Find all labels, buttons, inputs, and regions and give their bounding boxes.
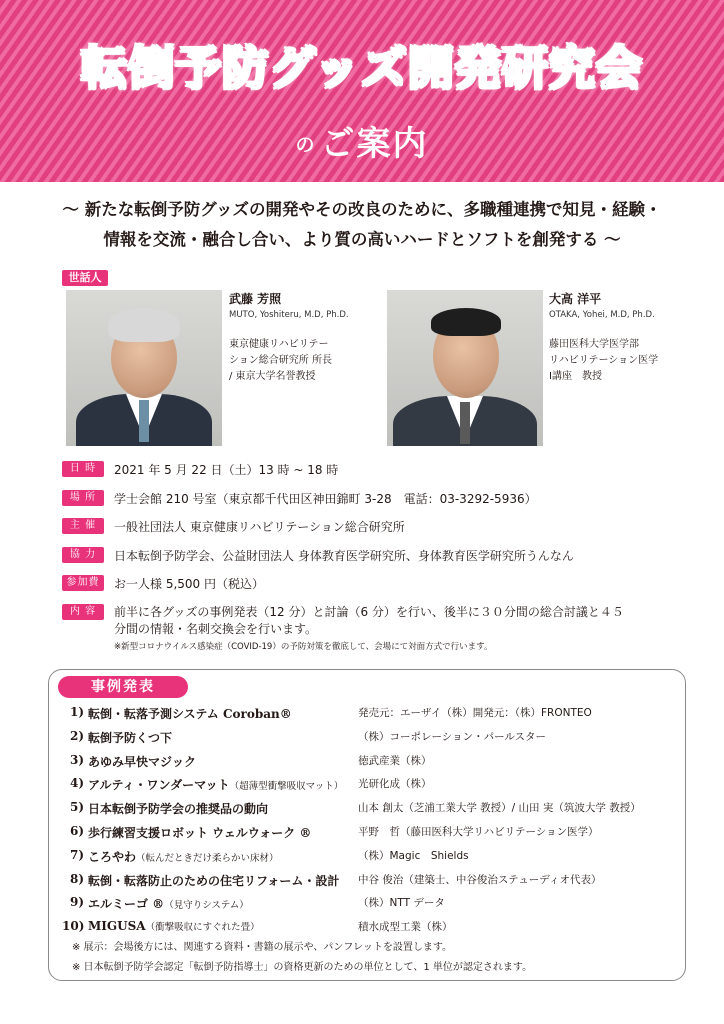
person1-name: 武藤 芳照 xyxy=(229,292,282,306)
credit-note: ※ 日本転倒予防学会認定「転倒予防指導士」の資格更新のための単位として、1 単位が認定されます。 xyxy=(72,962,533,973)
person1-affiliation-2: ション総合研究所 所長 xyxy=(229,355,332,366)
exhibit-note: ※ 展示：会場後方には、関連する資料・書籍の展示や、パンフレットを設置します。 xyxy=(72,942,453,953)
case-organization: 中谷 俊治（建築士、中谷俊治ステューディオ代表） xyxy=(358,873,602,886)
content-note: ※新型コロナウイルス感染症（COVID-19）の予防対策を徹底して、会場にて対面方式で行います。 xyxy=(114,642,493,652)
cooperation-label: 協 力 xyxy=(62,547,104,563)
case-item xyxy=(62,895,662,915)
case-number: 4) xyxy=(69,776,84,791)
case-number: 9) xyxy=(69,895,84,910)
case-number: 3) xyxy=(69,752,84,767)
case-title xyxy=(88,776,343,793)
case-title xyxy=(88,753,196,770)
subtitle-main: ご案内 xyxy=(320,124,429,164)
person2-name: 大高 洋平 xyxy=(549,292,602,306)
case-item xyxy=(62,919,662,939)
case-organization: （株）NTT データ xyxy=(358,897,445,910)
case-number: 5) xyxy=(69,800,84,815)
case-title xyxy=(88,919,260,933)
case-organization: 山本 創太（芝浦工業大学 教授）/ 山田 実（筑波大学 教授） xyxy=(358,802,641,815)
case-title xyxy=(88,824,311,841)
case-organization: 発売元：エーザイ（株）開発元：（株）FRONTEO xyxy=(358,707,592,719)
case-number: 1) xyxy=(69,705,84,719)
case-title-text: 転倒・転落予測システム Coroban® xyxy=(88,707,292,721)
case-number: 8) xyxy=(69,871,84,886)
person1-name-en: MUTO, Yoshiteru, M.D, Ph.D. xyxy=(229,310,349,320)
content-label: 内 容 xyxy=(62,604,104,620)
case-title-note: （衝撃吸収にすぐれた畳） xyxy=(145,922,260,934)
case-item xyxy=(62,729,662,749)
person2-affiliation-1: 藤田医科大学医学部 xyxy=(549,339,639,350)
case-title xyxy=(88,729,172,746)
case-item xyxy=(62,753,662,773)
case-organization: 徳武産業（株） xyxy=(358,754,432,767)
case-title-text: ころやわ xyxy=(88,849,137,864)
case-item xyxy=(62,705,662,725)
case-item xyxy=(62,800,662,820)
organizers-label: 世話人 xyxy=(62,270,108,286)
case-title-text: あゆみ早快マジック xyxy=(88,754,197,769)
subtitle xyxy=(0,116,724,165)
tagline-line-1: 〜 新たな転倒予防グッズの開発やその改良のために、多職種連携で知見・経験・ xyxy=(62,200,662,219)
tagline-line-2: 情報を交流・融合し合い、より質の高いハードとソフトを創発する 〜 xyxy=(103,230,621,249)
case-item xyxy=(62,776,662,796)
case-number: 6) xyxy=(69,824,84,838)
case-title-text: 転倒・転落防止のための住宅リフォーム・設計 xyxy=(88,873,340,888)
case-organization: （株）Magic Shields xyxy=(358,849,469,862)
case-item xyxy=(62,848,662,868)
case-organization: 光研化成（株） xyxy=(358,778,432,791)
case-title-text: 日本転倒予防学会の推奨品の動向 xyxy=(88,802,269,817)
case-number: 7) xyxy=(69,847,84,862)
case-organization: （株）コーポレーション・パールスター xyxy=(358,730,547,743)
fee-label: 参加費 xyxy=(62,575,104,591)
case-number: 10) xyxy=(62,919,85,934)
host-label: 主 催 xyxy=(62,518,104,534)
case-organization: 平野 哲（藤田医科大学リハビリテーション医学） xyxy=(358,826,599,838)
case-title xyxy=(88,848,279,865)
fee-text: お一人様 5,500 円（税込） xyxy=(114,577,264,591)
page-title: 転倒予防グッズ開発研究会 xyxy=(81,41,643,95)
case-title xyxy=(88,872,339,889)
date-label: 日 時 xyxy=(62,461,104,477)
host-text: 一般社団法人 東京健康リハビリテーション総合研究所 xyxy=(114,520,405,534)
case-title-text: エルミーゴ ® xyxy=(88,897,165,912)
person1-affiliation-3: / 東京大学名誉教授 xyxy=(229,371,316,382)
photo-otaka xyxy=(387,290,543,446)
cases-heading: 事例発表 xyxy=(58,676,188,698)
content-text-2: 分間の情報・名刺交換会を行います。 xyxy=(114,622,318,636)
cooperation-text: 日本転倒予防学会、公益財団法人 身体教育医学研究所、身体教育医学研究所うんなん xyxy=(114,549,574,563)
person1-affiliation-1: 東京健康リハビリテー xyxy=(229,339,329,350)
person2-affiliation-3: Ⅰ講座 教授 xyxy=(549,371,602,382)
content-text-1: 前半に各グッズの事例発表（12 分）と討論（6 分）を行い、後半に３０分間の総合討議と４５ xyxy=(114,605,624,619)
person2-name-en: OTAKA, Yohei, M.D, Ph.D. xyxy=(549,310,655,320)
case-item xyxy=(62,872,662,892)
case-item xyxy=(62,824,662,844)
place-text: 学士会館 210 号室（東京都千代田区神田錦町 3-28 電話：03-3292-5936） xyxy=(114,492,537,506)
case-title xyxy=(88,705,292,722)
case-title-text: 歩行練習支援ロボット ウェルウォーク ® xyxy=(88,826,312,840)
case-title-text: 転倒予防くつ下 xyxy=(88,730,173,745)
date-text: 2021 年 5 月 22 日（土）13 時 ~ 18 時 xyxy=(114,463,339,477)
person2-affiliation-2: リハビリテーション医学 xyxy=(549,355,659,366)
case-title-text: アルティ・ワンダーマット xyxy=(88,778,230,793)
place-label: 場 所 xyxy=(62,490,104,506)
photo-muto xyxy=(66,290,222,446)
case-title xyxy=(88,895,249,912)
case-title xyxy=(88,800,268,817)
case-title-note: （超薄型衝撃吸収マット） xyxy=(229,781,344,793)
case-title-text: MIGUSA xyxy=(88,919,146,934)
case-number: 2) xyxy=(69,728,84,743)
subtitle-particle: の xyxy=(295,134,315,156)
case-title-note: （転んだときだけ柔らかい床材） xyxy=(136,852,279,864)
case-title-note: （見守りシステム） xyxy=(164,900,249,912)
case-organization: 積水成型工業（株） xyxy=(358,921,453,934)
